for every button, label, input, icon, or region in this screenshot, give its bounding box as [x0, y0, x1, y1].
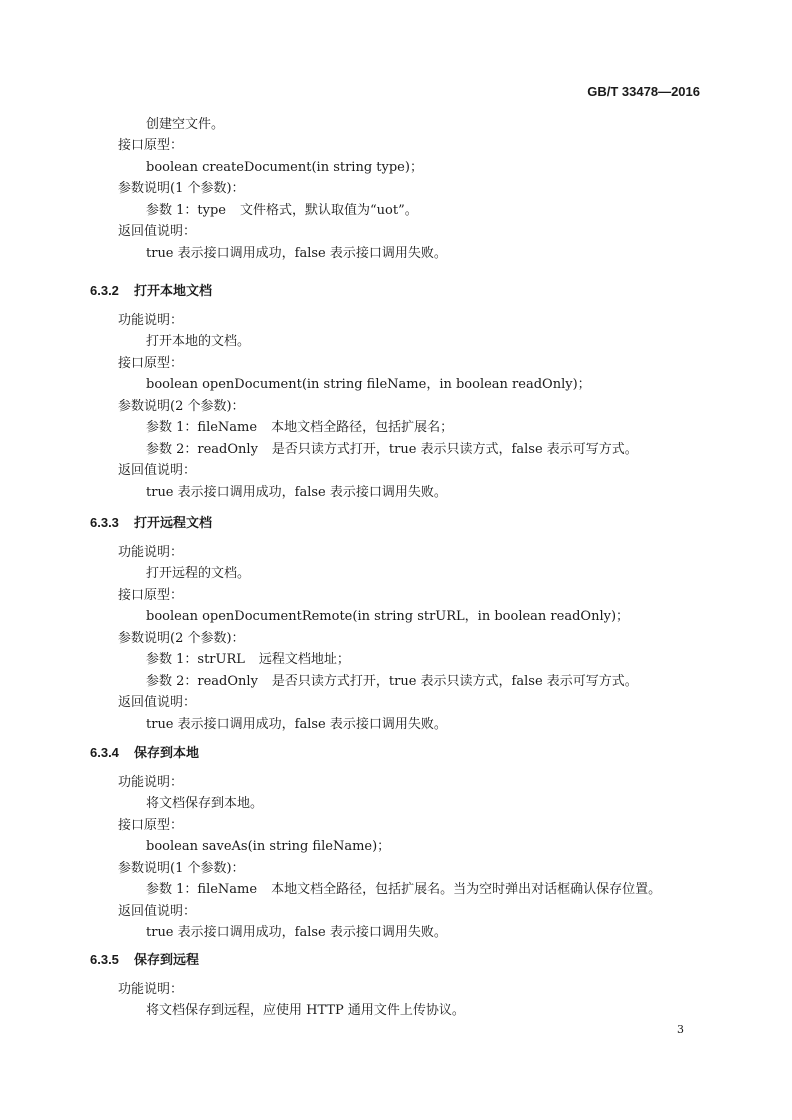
field-content: boolean openDocumentRemote(in string strURL，in boolean readOnly)；: [146, 609, 630, 624]
parameter-name: 参数 1：fileName: [146, 420, 258, 435]
section-heading: [90, 280, 212, 299]
field-content: boolean createDocument(in string type)；: [146, 160, 423, 175]
parameter-name: 参数 1：strURL: [146, 652, 245, 667]
field-content: true 表示接口调用成功，false 表示接口调用失败。: [146, 246, 447, 261]
section-title: 保存到远程: [134, 952, 200, 967]
parameter-name: 参数 1：fileName: [146, 882, 258, 897]
field-content: 打开远程的文档。: [146, 566, 251, 581]
parameter-description: 本地文档全路径，包括扩展名；: [271, 420, 454, 435]
field-content: 将文档保存到远程，应使用 HTTP 通用文件上传协议。: [146, 1003, 465, 1018]
field-label: 参数说明(1 个参数)：: [118, 181, 245, 196]
parameter-line: [146, 203, 418, 219]
field-content: true 表示接口调用成功，false 表示接口调用失败。: [146, 717, 447, 732]
field-label: 接口原型：: [118, 588, 184, 603]
parameter-line: [146, 420, 453, 436]
field-content: boolean saveAs(in string fileName)；: [146, 839, 391, 854]
field-content: 将文档保存到本地。: [146, 796, 264, 811]
parameter-line: [146, 652, 350, 668]
parameter-description: 本地文档全路径，包括扩展名。当为空时弹出对话框确认保存位置。: [271, 882, 662, 897]
field-label: 返回值说明：: [118, 904, 197, 919]
document-code: GB/T 33478—2016: [587, 84, 700, 99]
parameter-line: [146, 882, 661, 898]
field-content: boolean openDocument(in string fileName，in boolean readOnly)；: [146, 377, 591, 392]
section-heading: [90, 742, 199, 761]
section-heading: [90, 949, 199, 968]
field-label: 功能说明：: [118, 982, 184, 997]
parameter-description: 是否只读方式打开，true 表示只读方式，false 表示可写方式。: [271, 674, 638, 689]
field-content: true 表示接口调用成功，false 表示接口调用失败。: [146, 925, 447, 940]
field-label: 返回值说明：: [118, 224, 197, 239]
field-label: 功能说明：: [118, 775, 184, 790]
parameter-description: 文件格式，默认取值为“uot”。: [240, 203, 418, 218]
field-label: 接口原型：: [118, 818, 184, 833]
section-title: 打开本地文档: [134, 283, 213, 298]
parameter-name: 参数 2：readOnly: [146, 674, 258, 689]
field-label: 参数说明(1 个参数)：: [118, 861, 245, 876]
field-label: 参数说明(2 个参数)：: [118, 399, 245, 414]
field-label: 返回值说明：: [118, 463, 197, 478]
field-content: 创建空文件。: [146, 117, 225, 132]
section-heading: [90, 512, 212, 531]
field-label: 功能说明：: [118, 313, 184, 328]
parameter-name: 参数 2：readOnly: [146, 442, 258, 457]
field-content: true 表示接口调用成功，false 表示接口调用失败。: [146, 485, 447, 500]
section-number: 6.3.4: [90, 745, 119, 760]
section-number: 6.3.3: [90, 515, 119, 530]
parameter-name: 参数 1：type: [146, 203, 226, 218]
section-number: 6.3.5: [90, 952, 119, 967]
field-label: 接口原型：: [118, 356, 184, 371]
field-label: 返回值说明：: [118, 695, 197, 710]
page-number: 3: [677, 1023, 684, 1036]
field-label: 参数说明(2 个参数)：: [118, 631, 245, 646]
parameter-line: [146, 674, 638, 690]
field-label: 接口原型：: [118, 138, 184, 153]
section-number: 6.3.2: [90, 283, 119, 298]
section-title: 保存到本地: [134, 745, 200, 760]
parameter-description: 是否只读方式打开，true 表示只读方式，false 表示可写方式。: [271, 442, 638, 457]
section-title: 打开远程文档: [134, 515, 213, 530]
field-label: 功能说明：: [118, 545, 184, 560]
field-content: 打开本地的文档。: [146, 334, 251, 349]
parameter-description: 远程文档地址；: [258, 652, 350, 667]
parameter-line: [146, 442, 638, 458]
